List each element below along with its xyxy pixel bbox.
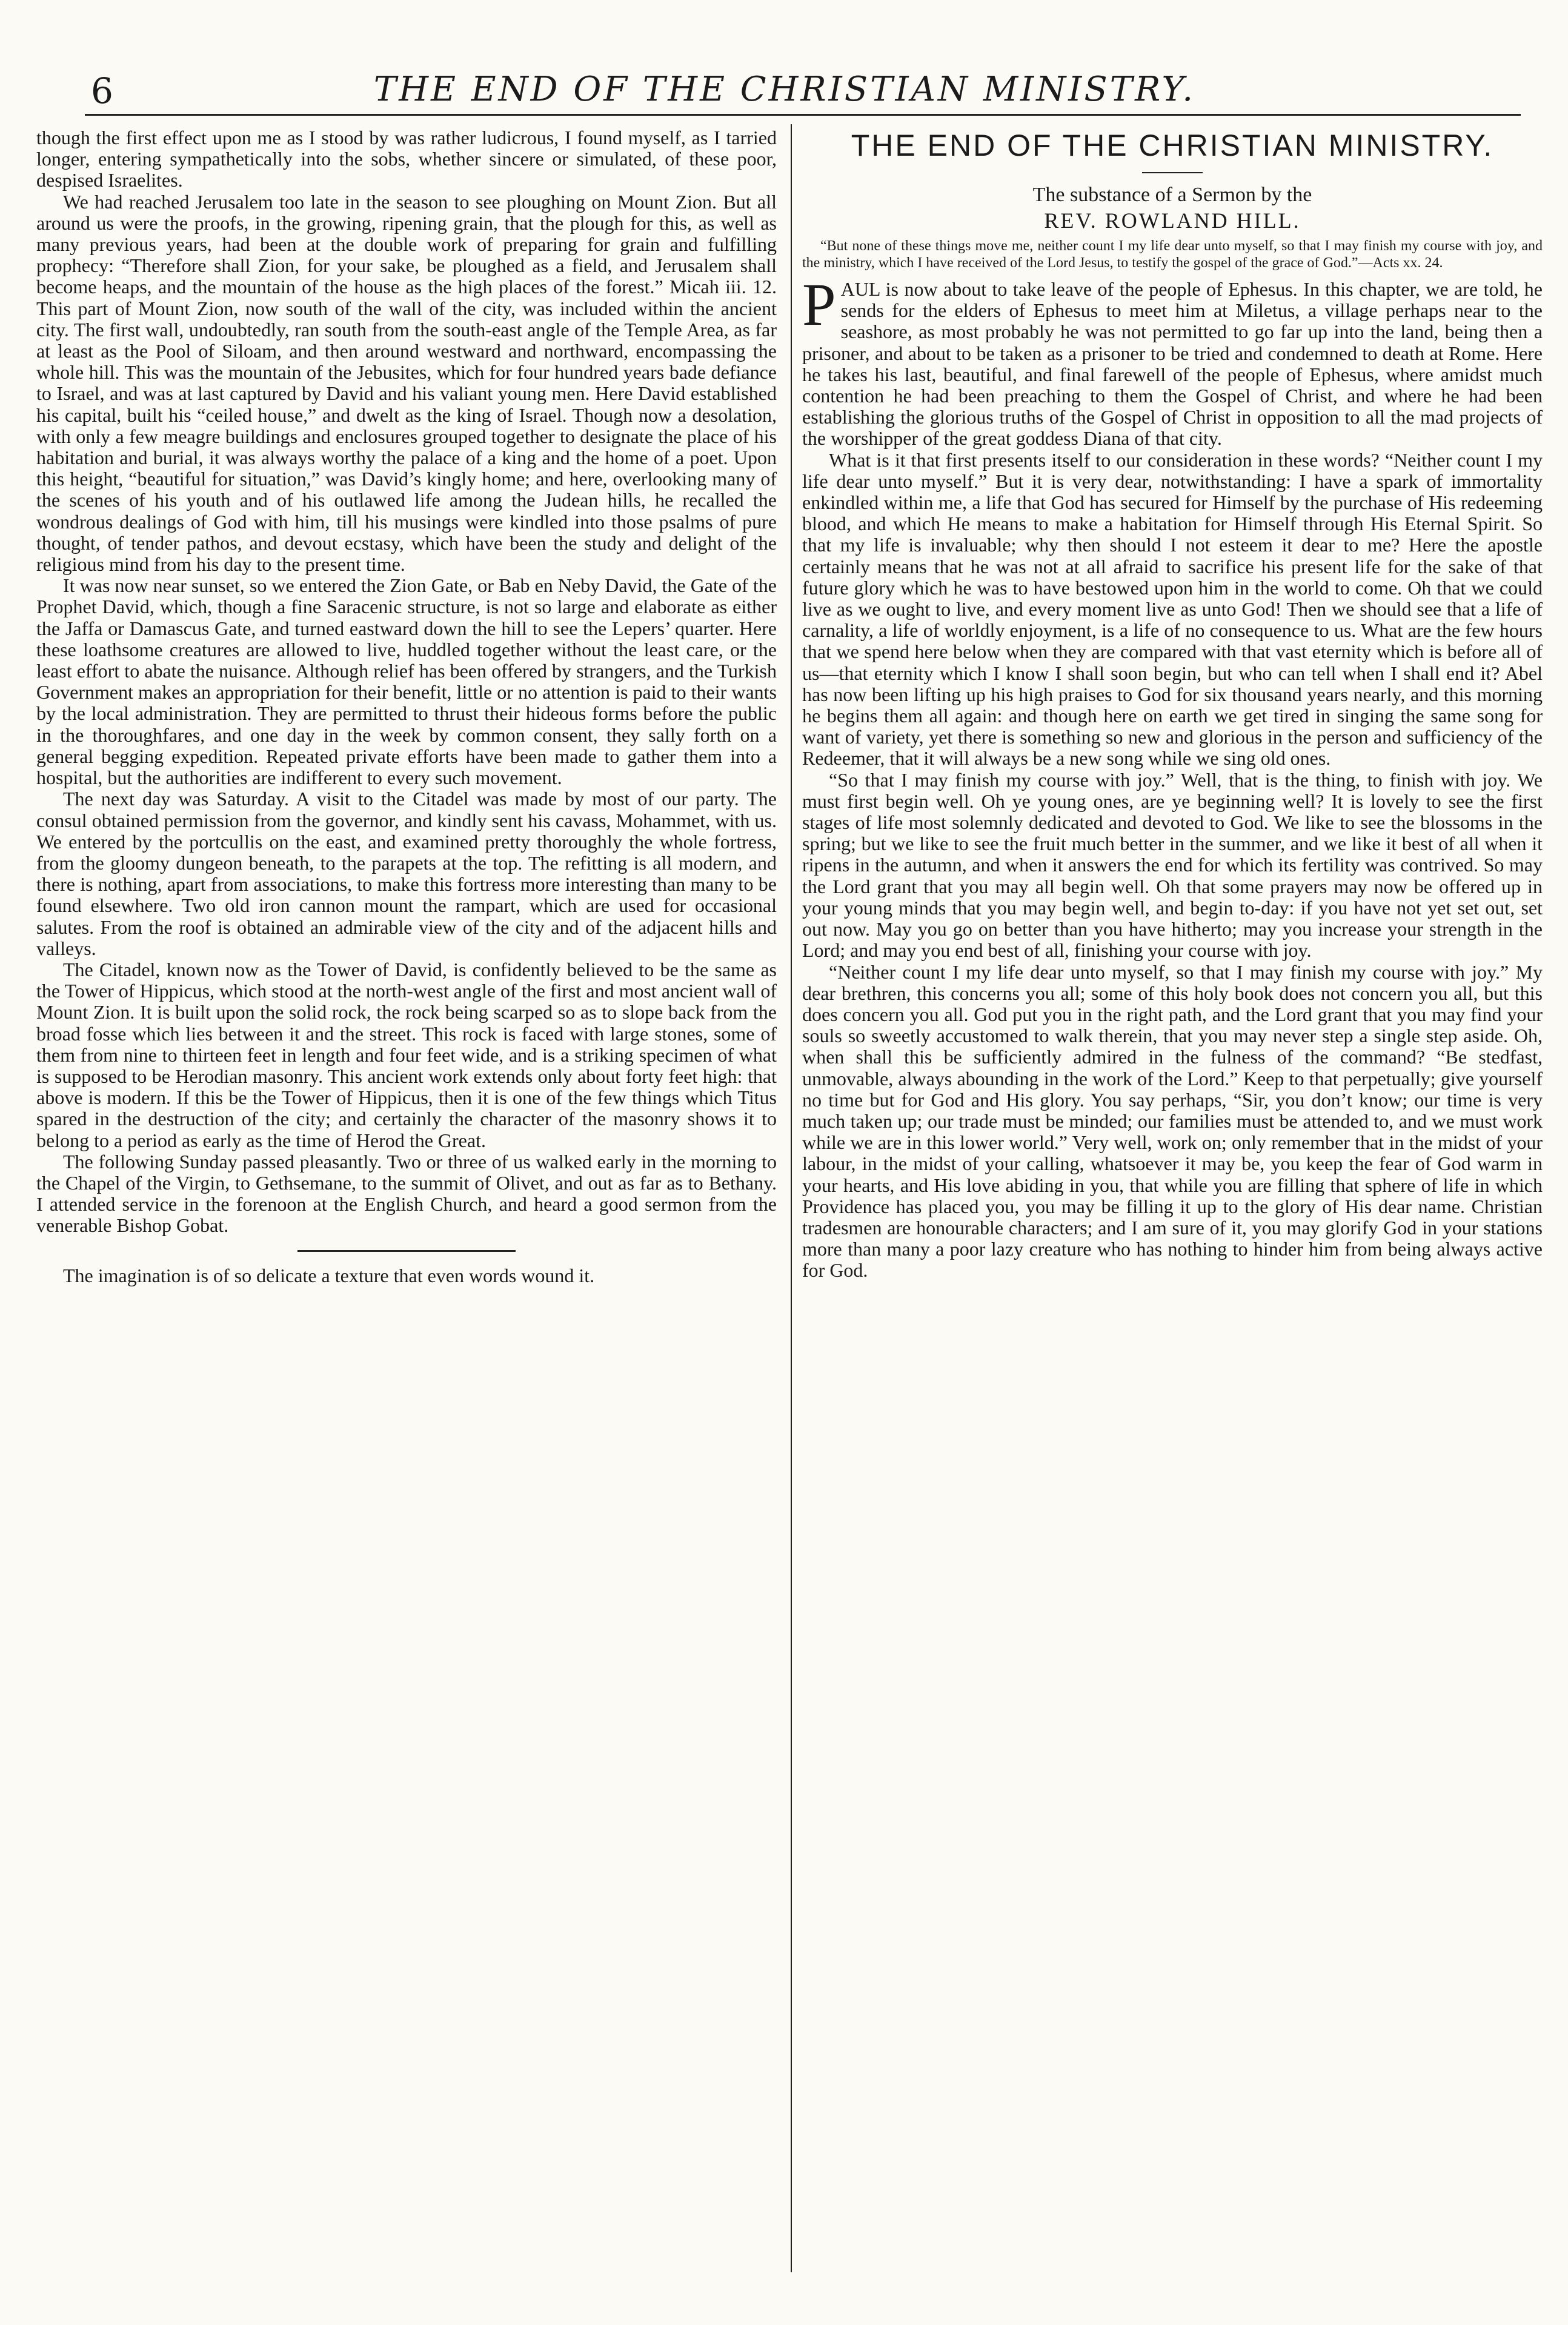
left-paragraph-1: though the first effect upon me as I stood by was rather ludicrous, I found myself, as I tarried longer, entering sympathetically into the sobs, whether sincere or simulated, of these poor, despised Israelites. <box>36 127 777 191</box>
right-paragraph-3: “Neither count I my life dear unto myself, so that I may finish my course with joy.” My dear brethren, this concerns you all; some of this holy book does not concern you all, but this does concern you all. God put you in the right path, and the Lord grant that you may find your souls so sweetly accustomed to walk therein, that you may never step a single step aside. Oh, when shall this be sufficiently admired in the fulness of the command? “Be stedfast, unmovable, always abounding in the work of the Lord.” Keep to that perpetually; give yourself no time but for God and His glory. You say perhaps, “Sir, you don’t know; our time is very much taken up; our trade must be minded; our families must be attended to, and we must work while we are in this lower world.” Very well, work on; only remember that in the midst of your labour, in the midst of your calling, whatsoever it may be, you keep the fear of God warm in your hearts, and His love abiding in you, that while you are filling that sphere of life in which Providence has placed you, you may be filling it up to the glory of His dear name. Christian tradesmen are honourable characters; and I am sure of it, you may glorify God in your stations more than many a poor lazy creature who has nothing to hinder him from being always active for God. <box>802 960 1543 1282</box>
article-title: THE END OF THE CHRISTIAN MINISTRY. <box>851 128 1494 162</box>
page-number: 6 <box>91 70 113 111</box>
title-rule <box>1142 172 1203 173</box>
running-title: THE END OF THE CHRISTIAN MINISTRY. <box>373 70 1196 109</box>
article-subtitle: The substance of a Sermon by the <box>1032 184 1312 206</box>
left-paragraph-5: The Citadel, known now as the Tower of David, is confidently believed to be the same as the Tower of Hippicus, which stood at the north-west angle of the first and most ancient wall of Mount Zion. It is built upon the solid rock, the rock being scarped so as to slope back from the broad fosse which lies between it and the street. This rock is faced with large stones, some of them from nine to thirteen feet in length and four feet wide, and is a striking specimen of what is supposed to be Herodian masonry. This ancient work extends only about forty feet high: that above is modern. If this be the Tower of Hippicus, then it is one of the few things which Titus spared in the destruction of the city; and certainly the character of the masonry shows it to belong to a period as early as the time of Herod the Great. <box>36 958 777 1151</box>
opening-paragraph <box>802 271 1543 450</box>
right-paragraph-2: “So that I may finish my course with joy.” Well, that is the thing, to finish with joy. We must first begin well. Oh ye young ones, are ye beginning well? It is lovely to see the first stages of life most solemnly dedicated and devoted to God. We like to see the blossoms in the spring; but we like to see the fruit much better in the summer, and we like it best of all when it ripens in the autumn, and when it answers the end for which its fertility was contrived. So may the Lord grant that you may all begin well. Oh that some prayers may now be offered up in your young minds that you may begin well, and begin to-day: if you have not yet set out, set out now. May you go on better than you have hitherto; may you increase your strength in the Lord; and may you end best of all, finishing your course with joy. <box>802 768 1543 962</box>
drop-cap: P <box>802 271 836 338</box>
footnote-quote: The imagination is of so delicate a texture that even words wound it. <box>63 1264 595 1286</box>
article-author: REV. ROWLAND HILL. <box>1044 208 1301 233</box>
left-paragraph-6: The following Sunday passed pleasantly. Two or three of us walked early in the morning to the Chapel of the Virgin, to Gethsemane, to the summit of Olivet, and out as far as to Bethany. I attended service in the forenoon at the English Church, and heard a good sermon from the venerable Bishop Gobat. <box>36 1150 777 1237</box>
left-paragraph-4: The next day was Saturday. A visit to the Citadel was made by most of our party. The consul obtained permission from the governor, and kindly sent his cavass, Mohammet, with us. We entered by the portcullis on the east, and examined pretty thoroughly the whole fortress, from the gloomy dungeon beneath, to the parapets at the top. The refitting is all modern, and there is nothing, apart from associations, to make this fortress more interesting than many to be found elsewhere. Two old iron cannon mount the rampart, which are used for occasional salutes. From the roof is obtained an admirable view of the city and of the adjacent hills and valleys. <box>36 788 777 959</box>
right-paragraph-1: What is it that first presents itself to our consideration in these words? “Neither count I my life dear unto myself.” But it is very dear, notwithstanding: I have a spark of immortality enkindled within me, a life that God has secured for Himself by the purchase of His redeeming blood, and which He means to make a habitation for Himself through His Eternal Spirit. So that my life is invaluable; why then should I not esteem it dear to me? Here the apostle certainly means that he was not at all afraid to sacrifice his present life for the sake of that future glory which he was to have bestowed upon him in the world to come. Oh that we could live as we ought to live, and every moment live as unto God! Then we should see that a life of carnality, a life of worldly enjoyment, is a life of no consequence to us. What are the few hours that we spend here below when they are compared with that vast eternity which is before all of us—that eternity which I know I shall soon begin, but who can tell when I shall end it? Abel has now been lifting up his high praises to God for six thousand years nearly, and this morning he begins them all again: and though here on earth we get tired in singing the same song for want of variety, yet there is something so new and glorious in the person and sufficiency of the Redeemer, that it will always be a new song while we sing old ones. <box>802 448 1543 770</box>
left-column <box>36 127 777 2284</box>
left-paragraph-3: It was now near sunset, so we entered the Zion Gate, or Bab en Neby David, the Gate of the Prophet David, which, though a fine Saracenic structure, is not so large and elaborate as either the Jaffa or Damascus Gate, and turned eastward down the hill to see the Lepers’ quarter. Here these loathsome creatures are allowed to live, huddled together without the least care, or the least effort to abate the nuisance. Although relief has been offered by strangers, and the Turkish Government makes an appropriation for their benefit, little or no attention is paid to their wants by the local administration. They are permitted to thrust their hideous forms before the public in the thoroughfares, and one day in the week by common consent, they sally forth on a general begging expedition. Repeated private efforts have been made to gather them into a hospital, but the authorities are indifferent to every such movement. <box>36 574 777 789</box>
right-column <box>802 127 1543 2284</box>
header-rule <box>85 114 1521 116</box>
running-head <box>48 61 1521 115</box>
left-paragraph-2: We had reached Jerusalem too late in the season to see ploughing on Mount Zion. But all around us were the proofs, in the growing, ripening grain, that the plough for this, as well as many previous years, had been at the double work of preparing for grain and fulfilling prophecy: “Therefore shall Zion, for your sake, be ploughed as a field, and Jerusalem shall become heaps, and the mountain of the house as the high places of the forest.” Micah iii. 12. This part of Mount Zion, now south of the wall of the city, was included within the ancient city. The first wall, undoubtedly, ran south from the south-east angle of the Temple Area, as far at least as the Pool of Siloam, and then around westward and northward, encompassing the whole hill. This was the mountain of the Jebusites, which for four hundred years bade defiance to Israel, and was at last captured by David and his valiant young men. Here David established his capital, built his “ceiled house,” and dwelt as the king of Israel. Though now a desolation, with only a few meagre buildings and enclosures grouped together to designate the place of his habitation and burial, it was always worthy the palace of a king and the home of a poet. Upon this height, “beautiful for situation,” was David’s kingly home; and here, overlooking many of the scenes of his youth and of his outlawed life among the Judean hills, he recalled the wondrous dealings of God with him, till his musings were kindled into those psalms of pure thought, of tender pathos, and devout ecstasy, which have been the study and delight of the religious mind from his day to the present time. <box>36 190 777 576</box>
column-divider <box>791 124 792 2272</box>
epigraph: “But none of these things move me, neither count I my life dear unto myself, so that I may finish my course with joy, and the ministry, which I have received of the Lord Jesus, to testify the gospel of the grace of God.”—Acts xx. 24. <box>802 238 1543 271</box>
section-divider <box>297 1250 516 1252</box>
opening-paragraph-text: AUL is now about to take leave of the people of Ephesus. In this chapter, we are told, he sends for the elders of Ephesus to meet him at Miletus, a village perhaps near to the seashore, as most probably he was not permitted to go far up into the land, being then a prisoner, and about to be taken as a prisoner to be tried and condemned to death at Rome. Here he takes his last, beautiful, and final farewell of the people of Ephesus, where amidst much contention he had been preaching to them the Gospel of Christ, and where he had been establishing the glorious truths of the Gospel of Christ in opposition to all the mad projects of the worshipper of the great goddess Diana of that city. <box>802 278 1543 450</box>
